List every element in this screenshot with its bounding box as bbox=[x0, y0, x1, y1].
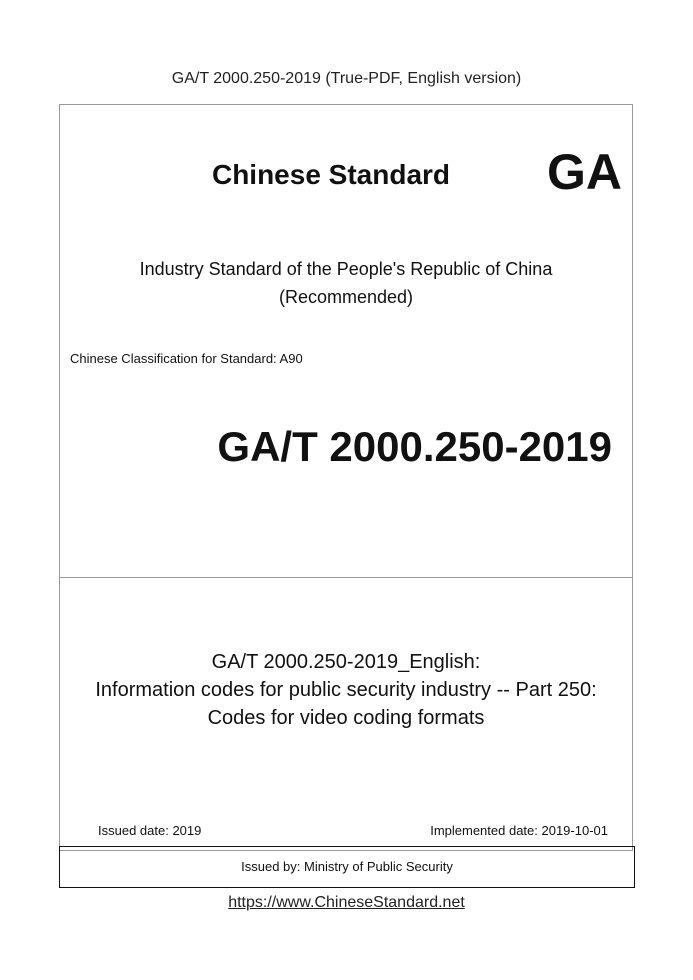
title-line-2: Information codes for public security industry -- Part 250: bbox=[95, 679, 597, 701]
title-line-1: GA/T 2000.250-2019_English: bbox=[211, 651, 481, 673]
title-line-3: Codes for video coding formats bbox=[207, 707, 485, 729]
industry-line-1: Industry Standard of the People's Republic of China bbox=[139, 259, 553, 279]
issuer-bar: Issued by: Ministry of Public Security bbox=[59, 846, 635, 888]
cover-top-section bbox=[60, 105, 632, 577]
cover-frame bbox=[59, 104, 633, 851]
classification-text: Chinese Classification for Standard: A90 bbox=[70, 351, 303, 366]
standard-number: GA/T 2000.250-2019 bbox=[217, 423, 612, 470]
issued-date: Issued date: 2019 bbox=[98, 823, 202, 838]
document-header: GA/T 2000.250-2019 (True-PDF, English version) bbox=[171, 70, 522, 87]
industry-line-2: (Recommended) bbox=[278, 287, 414, 307]
website-link[interactable]: https://www.ChineseStandard.net bbox=[228, 894, 465, 911]
standard-label: Chinese Standard bbox=[211, 159, 451, 190]
implemented-date: Implemented date: 2019-10-01 bbox=[430, 823, 608, 838]
cover-title-section bbox=[60, 577, 632, 850]
ga-mark: GA bbox=[547, 144, 622, 200]
industry-standard-text bbox=[60, 255, 632, 311]
document-title bbox=[60, 648, 632, 732]
